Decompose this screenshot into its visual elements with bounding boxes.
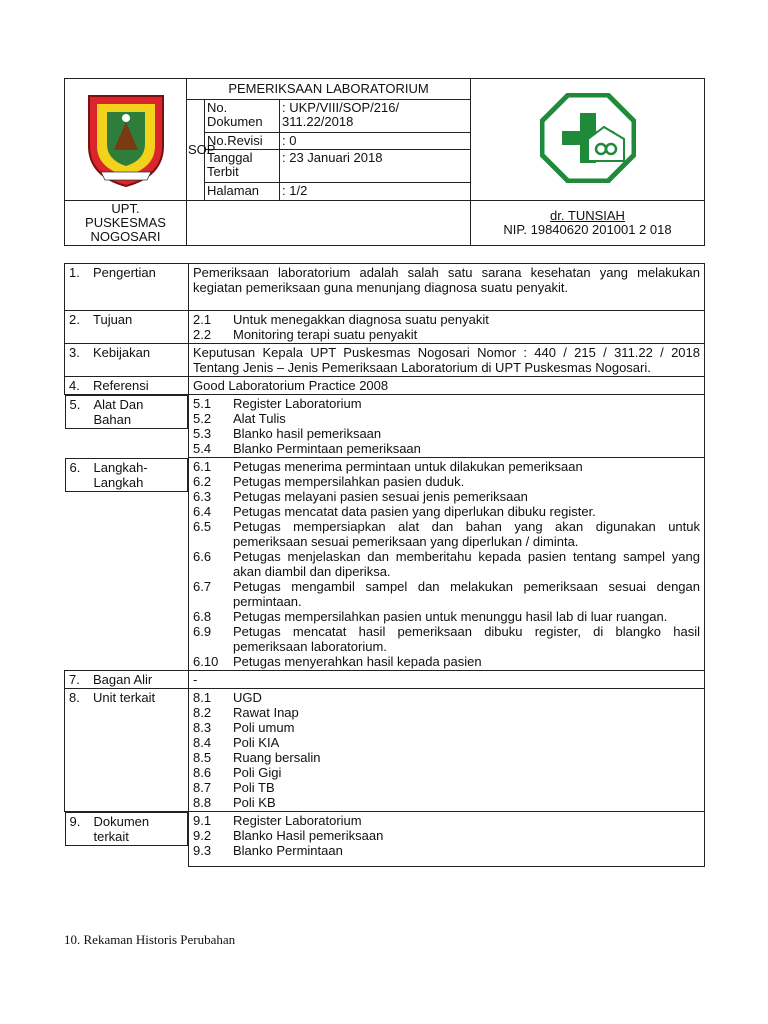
list-item: 8.7 Poli TB xyxy=(193,780,275,795)
list-item: 5.4 Blanko Permintaan pemeriksaan xyxy=(193,441,421,456)
list-item: 8.3 Poli umum xyxy=(193,720,295,735)
institution-line: NOGOSARI xyxy=(90,229,161,244)
field-label-no-revisi: No.Revisi xyxy=(205,132,280,150)
list-item: 9.1 Register Laboratorium xyxy=(193,813,362,828)
section-row xyxy=(65,812,705,867)
list-item: 6.6 Petugas menjelaskan dan memberitahu kepada pasien tentang sampel yang akan diambil dan diperiksa. xyxy=(193,549,700,579)
list-item: 5.2 Alat Tulis xyxy=(193,411,286,426)
list-item: 6.4 Petugas mencatat data pasien yang diperlukan dibuku register. xyxy=(193,504,596,519)
institution-name xyxy=(65,201,187,246)
section-row xyxy=(65,395,705,458)
list-item: 9.2 Blanko Hasil pemeriksaan xyxy=(193,828,384,843)
list-item: 8.6 Poli Gigi xyxy=(193,765,282,780)
section-content xyxy=(189,311,705,344)
puskesmas-cross-icon xyxy=(540,93,636,183)
section-content: Pemeriksaan laboratorium adalah salah satu sarana kesehatan yang melakukan kegiatan pemeriksaan guna menunjang diagnosa suatu penyakit. xyxy=(189,264,705,311)
sop-content-table xyxy=(64,263,705,867)
district-emblem-icon xyxy=(83,88,169,188)
section-content: Keputusan Kepala UPT Puskesmas Nogosari Nomor : 440 / 215 / 311.22 / 2018 Tentang Jenis – Jenis Pemeriksaan Laboratorium di UPT Puskesmas Nogosari. xyxy=(189,344,705,377)
list-item: 6.10 Petugas menyerahkan hasil kepada pasien xyxy=(193,654,482,669)
list-item: 6.5 Petugas mempersiapkan alat dan bahan yang akan digunakan untuk pemeriksaan sesuai pemeriksaan yang diperlukan / diminta. xyxy=(193,519,700,549)
list-item: 8.2 Rawat Inap xyxy=(193,705,299,720)
section-row xyxy=(65,377,705,395)
footer-heading: 10. Rekaman Historis Perubahan xyxy=(64,932,236,947)
section-row xyxy=(65,689,705,812)
institution-line: UPT. xyxy=(111,201,140,216)
section-content: - xyxy=(189,671,705,689)
section-row xyxy=(65,264,705,311)
list-item: 8.1 UGD xyxy=(193,690,262,705)
section-title: 5. Alat Dan Bahan xyxy=(65,395,189,429)
list-item: 6.9 Petugas mencatat hasil pemeriksaan dibuku register, di blangko hasil pemeriksaan laboratorium. xyxy=(193,624,700,654)
list-item: 8.4 Poli KIA xyxy=(193,735,280,750)
section-row xyxy=(65,458,705,671)
document-title: PEMERIKSAAN LABORATORIUM xyxy=(187,79,471,100)
list-item: 9.3 Blanko Permintaan xyxy=(193,843,343,858)
document-fields xyxy=(205,100,471,201)
section-title: 2. Tujuan xyxy=(65,311,189,344)
list-item: 2.1 Untuk menegakkan diagnosa suatu penyakit xyxy=(193,312,489,327)
section-content: Good Laboratorium Practice 2008 xyxy=(189,377,705,395)
section-title: 8. Unit terkait xyxy=(65,689,189,812)
section-content xyxy=(189,689,705,812)
section-row xyxy=(65,671,705,689)
list-item: 2.2 Monitoring terapi suatu penyakit xyxy=(193,327,418,342)
section-row xyxy=(65,311,705,344)
field-label-halaman: Halaman xyxy=(205,183,280,200)
field-value-tanggal-terbit: : 23 Januari 2018 xyxy=(280,150,471,183)
list-item: 6.8 Petugas mempersilahkan pasien untuk menunggu hasil lab di luar ruangan. xyxy=(193,609,668,624)
list-item: 5.1 Register Laboratorium xyxy=(193,396,362,411)
list-item: 6.2 Petugas mempersilahkan pasien duduk. xyxy=(193,474,465,489)
section-content xyxy=(189,458,705,671)
section-content xyxy=(189,812,705,867)
section-row xyxy=(65,344,705,377)
district-emblem-cell xyxy=(65,79,187,201)
blank-cell xyxy=(187,201,471,246)
field-label-tanggal-terbit: Tanggal Terbit xyxy=(205,150,280,183)
list-item: 8.5 Ruang bersalin xyxy=(193,750,321,765)
list-item: 6.1 Petugas menerima permintaan untuk dilakukan pemeriksaan xyxy=(193,459,583,474)
list-item: 6.7 Petugas mengambil sampel dan melakukan pemeriksaan sesuai dengan permintaan. xyxy=(193,579,700,609)
institution-line: PUSKESMAS xyxy=(85,215,166,230)
field-value-no-dokumen: : UKP/VIII/SOP/216/ 311.22/2018 xyxy=(280,100,471,132)
field-value-no-revisi: : 0 xyxy=(280,132,471,150)
signer-nip: NIP. 19840620 201001 2 018 xyxy=(503,222,672,237)
section-title: 6. Langkah- Langkah xyxy=(65,458,189,492)
section-title: 9. Dokumen terkait xyxy=(65,812,189,846)
list-item: 6.3 Petugas melayani pasien sesuai jenis pemeriksaan xyxy=(193,489,528,504)
signer-name: dr. TUNSIAH xyxy=(550,208,625,223)
puskesmas-logo-cell xyxy=(471,79,705,201)
signature-block xyxy=(471,201,705,246)
section-title: 4. Referensi xyxy=(65,377,189,395)
sop-header-table xyxy=(64,78,705,246)
field-label-no-dokumen: No. Dokumen xyxy=(205,100,280,132)
section-content xyxy=(189,395,705,458)
list-item: 5.3 Blanko hasil pemeriksaan xyxy=(193,426,382,441)
sop-label: SOP xyxy=(187,100,205,201)
section-title: 7. Bagan Alir xyxy=(65,671,189,689)
section-title: 3. Kebijakan xyxy=(65,344,189,377)
section-title: 1. Pengertian xyxy=(65,264,189,311)
field-value-halaman: : 1/2 xyxy=(282,183,308,199)
list-item: 8.8 Poli KB xyxy=(193,795,276,810)
